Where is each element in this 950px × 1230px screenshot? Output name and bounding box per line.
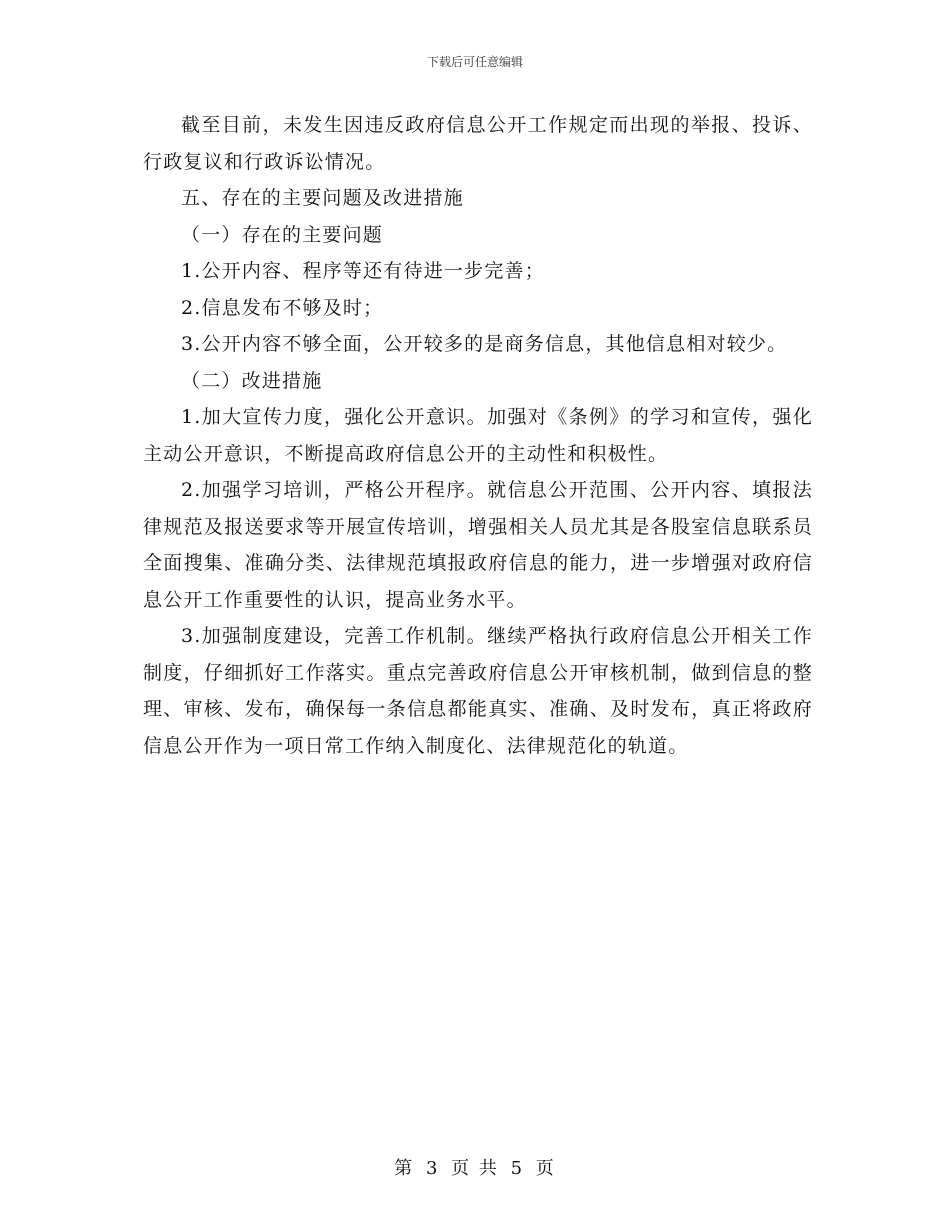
document-body: [143, 107, 813, 764]
page-header: 下载后可任意编辑: [426, 55, 523, 69]
paragraph-no-complaints: 截至目前，未发生因违反政府信息公开工作规定而出现的举报、投诉、行政复议和行政诉讼情况。: [143, 114, 813, 173]
footer-current-page: 3: [425, 1158, 440, 1179]
subheading-main-problems: （一）存在的主要问题: [181, 223, 384, 246]
footer-prefix: 第: [394, 1158, 415, 1179]
problem-item-1: 1.公开内容、程序等还有待进一步完善；: [181, 260, 545, 282]
problem-item-2: 2.信息发布不够及时；: [181, 296, 384, 319]
footer-suffix: 页: [535, 1158, 556, 1179]
subheading-improvement-measures: （二）改进措施: [181, 369, 323, 392]
footer-middle: 页 共: [451, 1158, 499, 1179]
measure-item-1: 1.加大宣传力度，强化公开意识。加强对《条例》的学习和宣传，强化主动公开意识，不断提高政府信息公开的主动性和积极性。: [143, 406, 813, 465]
problem-item-3: 3.公开内容不够全面，公开较多的是商务信息，其他信息相对较少。: [181, 333, 788, 355]
section-heading-problems-and-measures: 五、存在的主要问题及改进措施: [181, 187, 464, 209]
measure-item-2: 2.加强学习培训，严格公开程序。就信息公开范围、公开内容、填报法律规范及报送要求等开展宣传培训，增强相关人员尤其是各股室信息联系员全面搜集、准确分类、法律规范填报政府信息的能力，进一步增强对政府信息公开工作重要性的认识，提高业务水平。: [143, 479, 813, 611]
page-footer: [0, 1154, 950, 1180]
footer-total-pages: 5: [510, 1158, 525, 1179]
measure-item-3: 3.加强制度建设，完善工作机制。继续严格执行政府信息公开相关工作制度，仔细抓好工作落实。重点完善政府信息公开审核机制，做到信息的整理、审核、发布，确保每一条信息都能真实、准确、及时发布，真正将政府信息公开作为一项日常工作纳入制度化、法律规范化的轨道。: [143, 625, 813, 757]
